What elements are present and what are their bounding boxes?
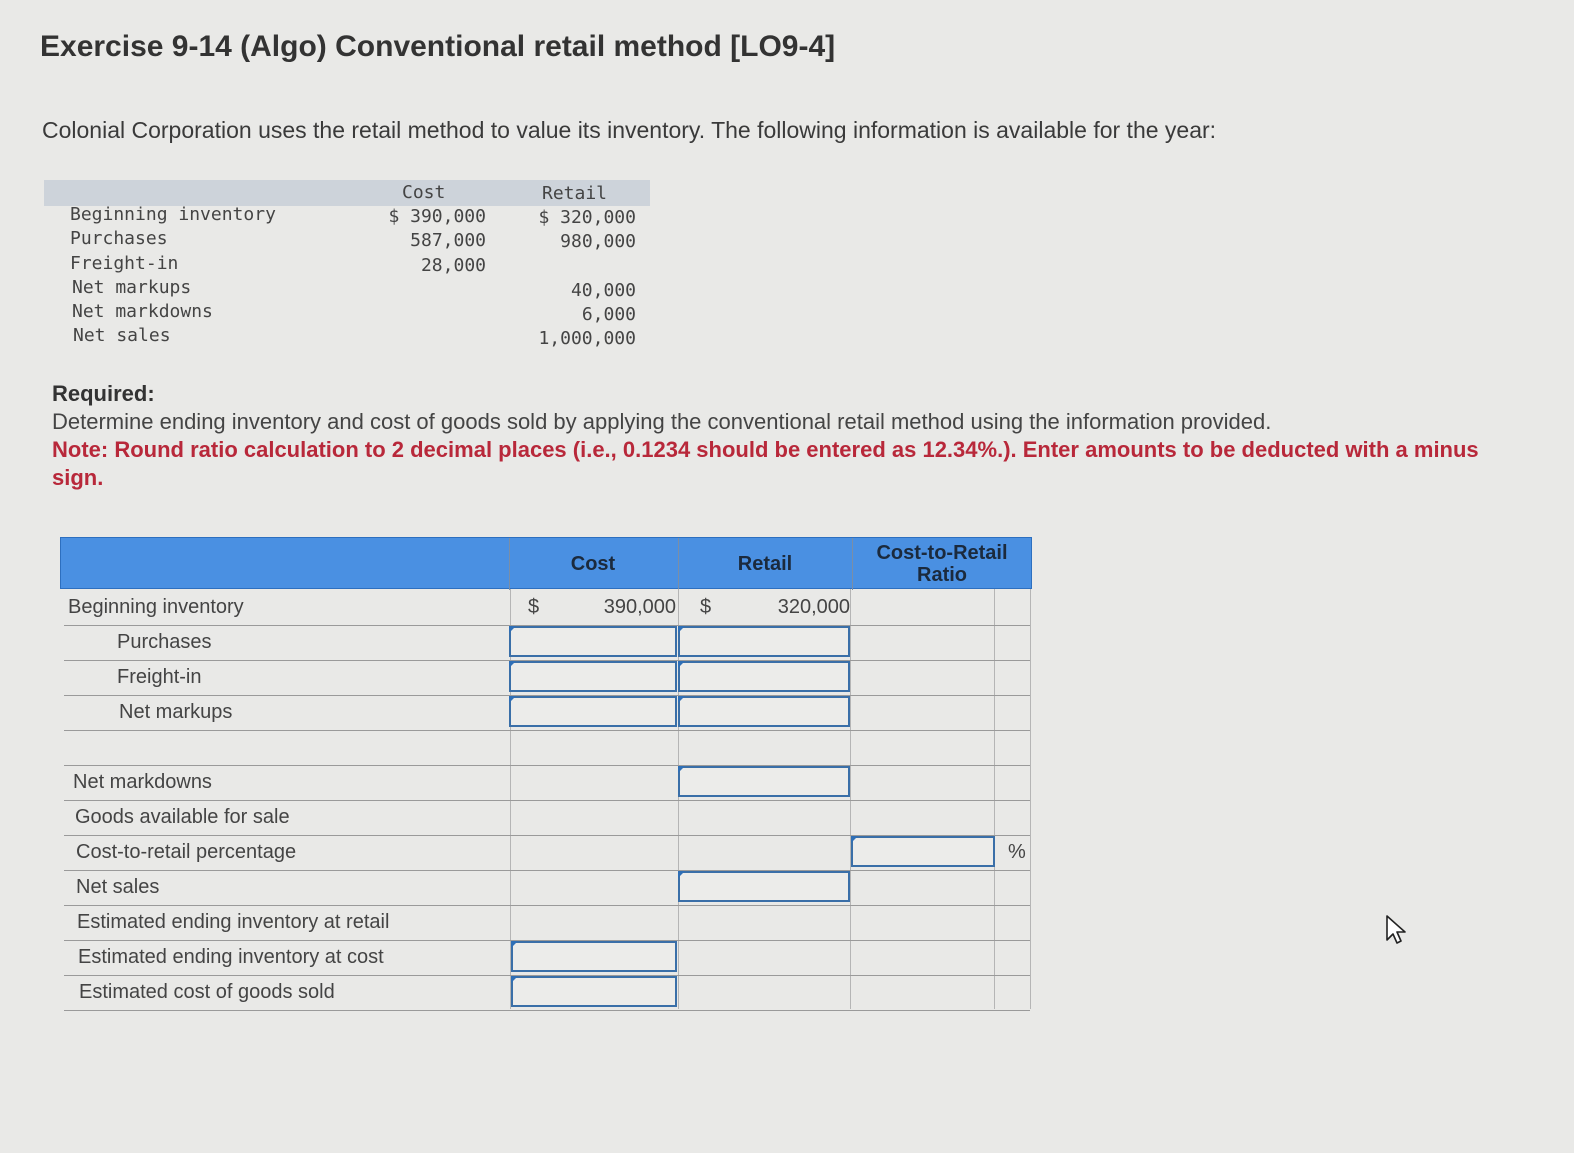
net-markups-cost-input[interactable] [509, 696, 677, 727]
info-row-label: Net markups [72, 277, 192, 298]
cost-of-goods-sold-input[interactable] [511, 976, 677, 1007]
row-label: Purchases [117, 631, 212, 653]
table-row [64, 765, 1030, 801]
info-row-cost: 587,000 [410, 230, 486, 251]
table-row [64, 870, 1030, 906]
table-row [64, 835, 1030, 871]
row-label: Estimated ending inventory at retail [77, 911, 390, 933]
required-note: Note: Round ratio calculation to 2 decimal places (i.e., 0.1234 should be entered as 12.34%.). Enter amounts to be deducted with a minus sign. [52, 437, 1479, 490]
row-label: Estimated cost of goods sold [79, 981, 335, 1003]
info-row-retail: $ 320,000 [538, 207, 636, 228]
row-label: Goods available for sale [75, 806, 290, 828]
table-row [64, 905, 1030, 941]
header-ratio: Cost-to-Retail Ratio [876, 542, 1008, 586]
header-retail: Retail [737, 553, 793, 575]
net-sales-retail-input[interactable] [678, 871, 850, 902]
ending-inventory-cost-input[interactable] [511, 941, 677, 972]
info-row-retail: 980,000 [560, 231, 636, 252]
row-label: Estimated ending inventory at cost [78, 946, 384, 968]
answer-table [60, 537, 1032, 1011]
beginning-inventory-retail: 320,000 [777, 596, 850, 618]
required-heading: Required: [52, 381, 155, 406]
info-row-retail: 40,000 [570, 280, 636, 301]
table-row [64, 660, 1030, 696]
mouse-pointer-icon [1384, 914, 1410, 946]
info-row-label: Beginning inventory [70, 204, 276, 225]
dollar-sign: $ [528, 596, 540, 618]
info-row-label: Net sales [73, 325, 171, 346]
required-section [52, 380, 1522, 492]
dollar-sign: $ [700, 596, 712, 618]
table-row [64, 590, 1030, 626]
row-label: Net markups [119, 701, 233, 723]
info-header-retail: Retail [542, 183, 608, 204]
net-markdowns-retail-input[interactable] [678, 766, 850, 797]
purchases-retail-input[interactable] [678, 626, 850, 657]
info-row-label: Net markdowns [72, 301, 213, 322]
row-label: Net sales [76, 876, 160, 898]
info-row-label: Freight-in [70, 253, 179, 274]
table-row [64, 625, 1030, 661]
info-row-retail: 1,000,000 [538, 328, 636, 349]
cost-to-retail-ratio-input[interactable] [851, 836, 995, 867]
table-row [64, 730, 1030, 766]
required-text: Determine ending inventory and cost of goods sold by applying the conventional retail method using the information provided. [52, 409, 1272, 434]
info-header-cost: Cost [402, 182, 446, 203]
info-row-label: Purchases [70, 228, 168, 249]
freight-in-cost-input[interactable] [509, 661, 677, 692]
table-row [64, 975, 1030, 1011]
info-data-table [44, 180, 650, 355]
row-label: Beginning inventory [68, 596, 244, 618]
table-row [64, 695, 1030, 731]
intro-text: Colonial Corporation uses the retail method to value its inventory. The following information is available for the year: [42, 117, 1217, 143]
purchases-cost-input[interactable] [509, 626, 677, 657]
percent-sign: % [1008, 841, 1026, 863]
info-row-cost: $ 390,000 [388, 206, 486, 227]
net-markups-retail-input[interactable] [678, 696, 850, 727]
row-label: Freight-in [117, 666, 202, 688]
table-row [64, 800, 1030, 836]
table-row [64, 940, 1030, 976]
info-row-retail: 6,000 [581, 304, 636, 325]
row-label: Net markdowns [73, 771, 212, 793]
freight-in-retail-input[interactable] [678, 661, 850, 692]
header-cost: Cost [570, 553, 616, 575]
info-row-cost: 28,000 [420, 255, 486, 276]
beginning-inventory-cost: 390,000 [603, 596, 676, 618]
answer-table-header [60, 537, 1032, 589]
row-label: Cost-to-retail percentage [76, 841, 297, 863]
page-title: Exercise 9-14 (Algo) Conventional retail method [LO9-4] [40, 30, 836, 63]
